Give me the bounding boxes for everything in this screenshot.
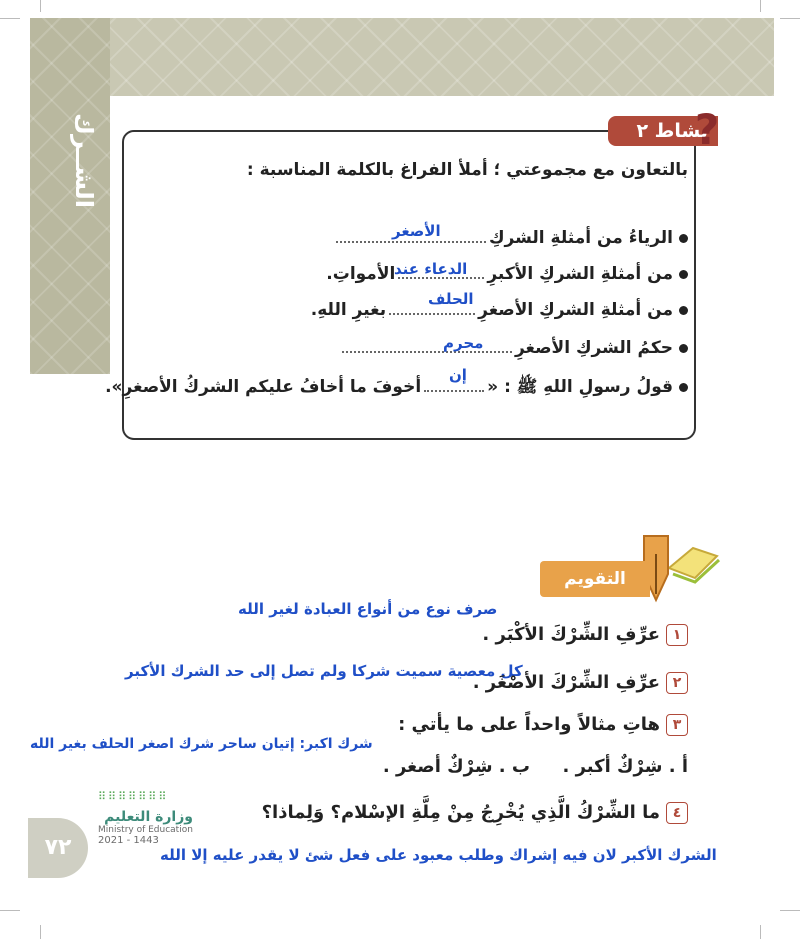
crop-mark: [0, 910, 20, 911]
question-2: ٢عرِّفِ الشِّرْكَ الأصْغَر .: [473, 672, 688, 694]
crop-mark: [40, 925, 41, 939]
activity-instruction: بالتعاون مع مجموعتي ؛ أملأ الفراغ بالكلمة المناسبة :: [246, 160, 688, 180]
answer-handwritten: الدعاء عند: [394, 260, 468, 278]
activity-tab: نشاط ٢: [608, 116, 718, 146]
ministry-logo-icon: ⠿⠿⠿⠿⠿⠿⠿: [98, 790, 169, 803]
activity-item-4: حكمُ الشركِ الأصغرِ: [128, 338, 688, 358]
bullet-icon: [679, 306, 688, 315]
bullet-icon: [679, 344, 688, 353]
bullet-icon: [679, 383, 688, 392]
question-3-sub-b: ب . شِرْكٌ أصغر .: [382, 756, 530, 777]
question-1: ١عرِّفِ الشِّرْكَ الأكْبَر .: [482, 624, 688, 646]
crop-mark: [760, 925, 761, 939]
bullet-icon: [679, 270, 688, 279]
crop-mark: [760, 0, 761, 12]
answer-handwritten: كل معصية سميت شركا ولم تصل إلى حد الشرك الأكبر: [125, 662, 523, 680]
evaluation-tag: التقويم: [540, 561, 650, 597]
crop-mark: [0, 18, 20, 19]
activity-item-1: الرياءُ من أمثلةِ الشركِ: [128, 228, 688, 248]
answer-handwritten: شرك اكبر: إتيان ساحر شرك اصغر الحلف بغير الله: [30, 736, 373, 752]
activity-item-5: قولُ رسولِ اللهِ ﷺ : «أخوفَ ما أخافُ عليكم الشركُ الأصغرِ».: [128, 376, 688, 401]
activity-item-3: من أمثلةِ الشركِ الأصغرِبغيرِ اللهِ.: [128, 300, 688, 320]
answer-handwritten: صرف نوع من أنواع العبادة لغير الله: [238, 600, 498, 618]
bullet-icon: [679, 234, 688, 243]
header-pattern-band: [30, 18, 774, 96]
question-3-sub-a: أ . شِرْكٌ أكبر .: [562, 756, 688, 777]
ministry-name-ar: وزارة التعليم: [104, 809, 193, 825]
crop-mark: [780, 18, 800, 19]
activity-item-2: من أمثلةِ الشركِ الأكبرِالأمواتِ.: [128, 264, 688, 284]
question-4: ٤ما الشِّرْكُ الَّذِي يُخْرِجُ مِنْ مِلَّةِ الإسْلام؟ وَلِماذا؟: [262, 802, 688, 824]
ministry-logo: [98, 790, 193, 870]
answer-handwritten: الأصغر: [392, 222, 441, 240]
answer-handwritten: الحلف: [428, 290, 474, 308]
answer-handwritten: الشرك الأكبر لان فيه إشراك وطلب معبود على فعل شئ لا يقدر عليه إلا الله: [160, 846, 717, 864]
blank-line: [424, 389, 484, 392]
question-mark-icon: ?: [694, 105, 720, 154]
page-number: ٧٢: [44, 835, 72, 860]
ministry-name-en: Ministry of Education: [98, 825, 193, 835]
answer-handwritten: إن: [449, 366, 467, 384]
blank-line: [342, 350, 512, 353]
page-number-badge: [28, 818, 88, 878]
ministry-year: 2021 - 1443: [98, 835, 159, 846]
question-3: ٣هاتِ مثالاً واحداً على ما يأتي :: [398, 714, 688, 736]
crop-mark: [40, 0, 41, 12]
blank-line: [389, 312, 475, 315]
blank-line: [336, 240, 486, 243]
chapter-side-title: الشــرك: [70, 112, 98, 208]
crop-mark: [780, 910, 800, 911]
answer-handwritten: محرم: [443, 334, 484, 352]
